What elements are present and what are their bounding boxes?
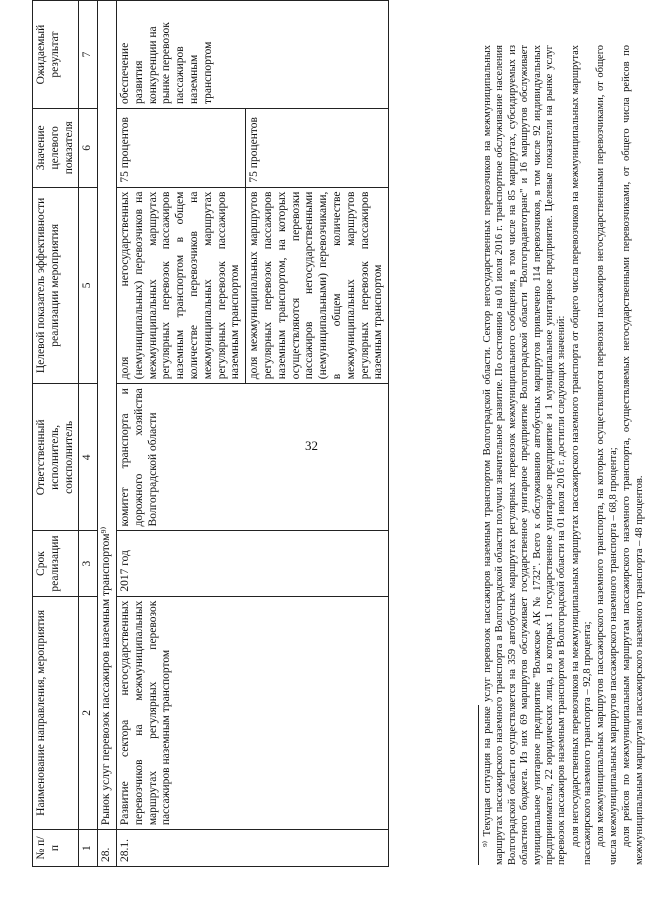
col-num: 5 [79,187,98,384]
header-indicator: Целевой показатель эффективности реализации мероприятия [33,187,79,384]
table-row [116,1,245,867]
footnote-paragraph: ⁹⁾ Текущая ситуация на рынке услуг перевозок пассажиров наземным транспортом Волгоградской области. Сектор негосударственных перевозчиков на межмуниципальных маршрутах пассажирского наземного транспорта в Волгоградской области получил значительное развитие. По состоянию на 01 июля 2016 г. транспортное обслуживание населения Волгоградской области осуществляется на 359 автобусных маршрутах регулярных перевозок межмуниципального сообщения, в том числе на 85 маршрутах, субсидируемых из областного бюджета. Из них 69 маршрутов обслуживает государственное унитарное предприятие Волгоградской области "Волгоградавтотранс" и 16 маршрутов обслуживает муниципальное унитарное предприятие "Волжское АК № 1732". Всего к обслуживанию автобусных маршрутов привлечено 114 перевозчиков, в том числе 92 индивидуальных предпринимателя, 22 юридических лица, из которых 1 государственное унитарное предприятие и 1 муниципальное унитарное предприятие. Целевые показатели на рынке услуг перевозок пассажиров наземным транспортом в Волгоградской области на 01 июля 2016 г. достигли следующих значений: [482,45,568,865]
expected-result: обеспечение развития конкуренции на рынке перевозок пассажиров наземным транспортом [116,1,388,109]
footnote-divider [478,705,479,865]
header-term: Срок реализации [33,531,79,596]
table-row [98,1,117,867]
col-num: 1 [79,830,98,867]
header-no: № п/п [33,830,79,867]
column-number-row [79,1,98,867]
indicator-value: 75 процентов [116,109,245,188]
measures-table [32,0,389,867]
responsible: комитет транспорта и дорожного хозяйства Волгоградской области [116,384,388,531]
footnote-paragraph: доля негосударственных перевозчиков на межмуниципальных маршрутах пассажирского наземного транспорта от общего числа перевозчиков на межмуниципальных маршрутах пассажирского наземного транспорта – 92,8 процента; [569,45,593,865]
col-num: 6 [79,109,98,188]
header-name: Наименование направления, мероприятия [33,596,79,829]
row-no: 28.1. [116,830,388,867]
header-responsible: Ответственный исполнитель, соисполнитель [33,384,79,531]
footnote-paragraph: доля межмуниципальных маршрутов пассажирского наземного транспорта, на которых осуществляются перевозки пассажиров негосударственными перевозчиками, от общего числа межмуниципальных маршрутов пассажирского наземного транспорта – 68,8 процента; [595,45,619,865]
indicator: доля межмуниципальных маршрутов регулярных перевозок пассажиров наземным транспортом, на которых осуществляются перевозки пассажиров негосударственными (немуниципальными) перевозчиками, в общем количестве межмуниципальных маршрутов регулярных перевозок пассажиров наземным транспортом [246,187,389,384]
col-num: 3 [79,531,98,596]
footnote-paragraph: доля рейсов по межмуниципальным маршрутам пассажирского наземного транспорта, осуществляемых негосударственными перевозчиками, от общего числа рейсов по межмуниципальным маршрутам пассажирского наземного транспорта – 48 процентов. [621,45,645,865]
footnote [482,45,647,865]
measure-name: Развитие сектора негосударственных перевозчиков на межмуниципальных маршрутах регулярных перевозок пассажиров наземным транспортом [116,596,388,829]
col-num: 7 [79,1,98,109]
term: 2017 год [116,531,388,596]
col-num: 4 [79,384,98,531]
indicator: доля негосударственных (немуниципальных) перевозчиков на межмуниципальных маршрутах регулярных перевозок пассажиров наземным транспортом в общем количестве перевозчиков на межмуниципальных маршрутах регулярных перевозок пассажиров наземным транспортом [116,187,245,384]
col-num: 2 [79,596,98,829]
row-no: 28. [98,830,117,867]
indicator-value: 75 процентов [246,109,389,188]
header-result: Ожидаемый результат [33,1,79,109]
header-value: Значение целевого показателя [33,109,79,188]
section-title: Рынок услуг перевозок пассажиров наземным транспортом⁹⁾ [98,1,117,830]
page-number: 32 [305,438,318,453]
table-header-row [33,1,79,867]
